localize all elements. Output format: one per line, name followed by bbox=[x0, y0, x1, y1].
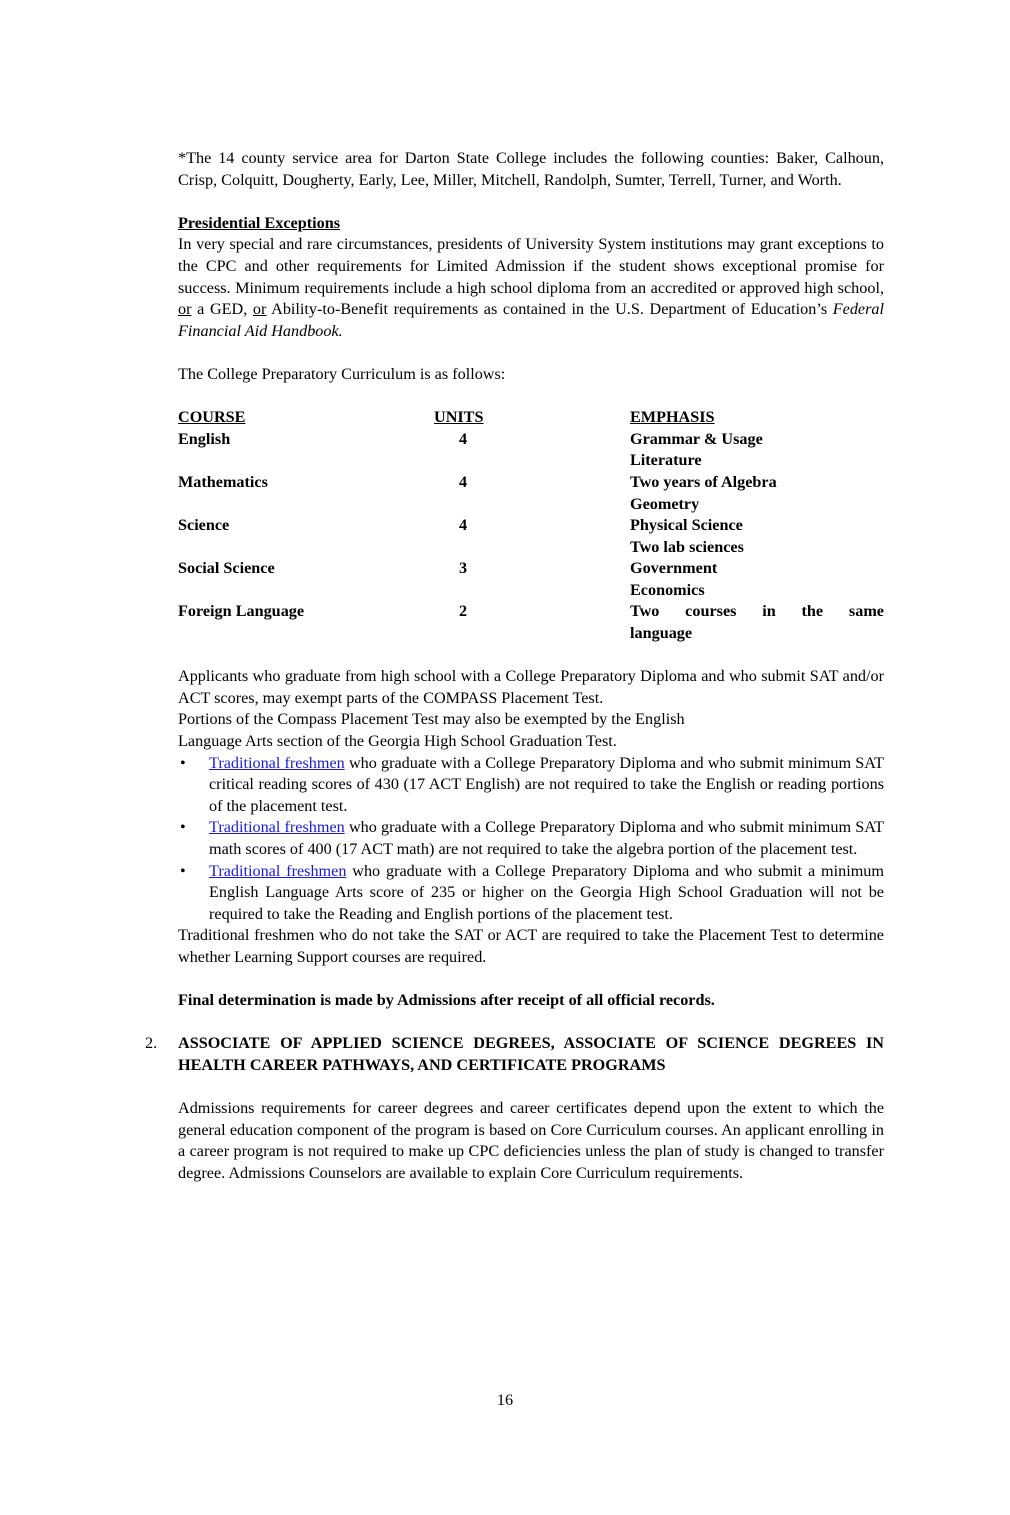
units-column-header: UNITS bbox=[434, 408, 484, 427]
course-units: 4 bbox=[459, 472, 468, 491]
curriculum-row bbox=[178, 601, 884, 644]
course-units: 4 bbox=[459, 516, 468, 535]
curriculum-table bbox=[178, 407, 884, 645]
course-emphasis bbox=[630, 472, 884, 515]
course-units: 3 bbox=[459, 559, 468, 578]
bullet-icon: • bbox=[180, 818, 186, 837]
bullet-icon: • bbox=[180, 753, 186, 772]
page-number: 16 bbox=[496, 1391, 514, 1409]
emphasis-line: Grammar & Usage bbox=[630, 429, 763, 448]
section-2-heading bbox=[145, 1033, 884, 1076]
emphasis-line: language bbox=[630, 624, 693, 643]
traditional-freshmen-link[interactable]: Traditional freshmen bbox=[209, 753, 345, 772]
course-units: 2 bbox=[459, 602, 468, 621]
course-name: Social Science bbox=[178, 559, 275, 578]
placement-exemption-list bbox=[178, 753, 884, 926]
final-determination: Final determination is made by Admissions after receipt of all official records. bbox=[178, 991, 715, 1010]
emphasis-line: Economics bbox=[630, 580, 705, 599]
presidential-text-part: a GED, bbox=[191, 300, 253, 319]
course-column-header: COURSE bbox=[178, 408, 246, 427]
list-item bbox=[178, 817, 884, 860]
emphasis-line: Literature bbox=[630, 451, 702, 470]
applicants-paragraph: Applicants who graduate from high school with a College Preparatory Diploma and who submit SAT and/or ACT scores, may exempt parts of the COMPASS Placement Test. bbox=[178, 667, 884, 707]
section-title: ASSOCIATE OF APPLIED SCIENCE DEGREES, ASSOCIATE OF SCIENCE DEGREES IN HEALTH CAREER PATHWAYS, AND CERTIFICATE PROGRAMS bbox=[178, 1034, 884, 1074]
curriculum-row bbox=[178, 429, 884, 472]
presidential-exceptions-text bbox=[178, 234, 884, 342]
course-name: Foreign Language bbox=[178, 602, 305, 621]
or-underlined: or bbox=[178, 300, 192, 319]
emphasis-column-header: EMPHASIS bbox=[630, 408, 715, 427]
county-note: *The 14 county service area for Darton State College includes the following counties: Baker, Calhoun, Crisp, Colquitt, Dougherty, Early, Lee, Miller, Mitchell, Randolph, Sumter, Terrell, Turner, and Worth. bbox=[178, 149, 884, 189]
course-name: Mathematics bbox=[178, 472, 268, 491]
section-2-text: Admissions requirements for career degrees and career certificates depend upon the extent to which the general education component of the program is based on Core Curriculum courses. An applicant enrolling in a career program is not required to make up CPC deficiencies unless the plan of study is changed to transfer degree. Admissions Counselors are available to explain Core Curriculum requirements. bbox=[178, 1099, 884, 1182]
presidential-text-part: Ability-to-Benefit requirements as contained in the U.S. Department of Education’s bbox=[266, 300, 833, 319]
section-number: 2. bbox=[145, 1034, 158, 1053]
curriculum-row bbox=[178, 472, 884, 515]
curriculum-row bbox=[178, 515, 884, 558]
emphasis-line: Two courses in the same bbox=[630, 602, 884, 621]
list-item-text: who graduate with a College Preparatory Diploma and who submit minimum SAT math scores of 400 (17 ACT math) are not required to take the algebra portion of the placement test. bbox=[209, 818, 884, 858]
emphasis-line: Government bbox=[630, 559, 718, 578]
emphasis-line: Two years of Algebra bbox=[630, 472, 777, 491]
list-item-text: who graduate with a College Preparatory Diploma and who submit a minimum English Language Arts score of 235 or higher on the Georgia High School Graduation will not be required to take the Reading and English portions of the placement test. bbox=[209, 861, 884, 923]
emphasis-line: Two lab sciences bbox=[630, 537, 744, 556]
presidential-exceptions-heading: Presidential Exceptions bbox=[178, 213, 341, 232]
curriculum-intro: The College Preparatory Curriculum is as follows: bbox=[178, 364, 506, 383]
course-emphasis bbox=[630, 515, 884, 558]
traditional-freshmen-link[interactable]: Traditional freshmen bbox=[209, 861, 347, 880]
curriculum-row bbox=[178, 558, 884, 601]
list-item bbox=[178, 753, 884, 818]
course-emphasis bbox=[630, 601, 884, 644]
presidential-text-part: In very special and rare circumstances, presidents of University System institutions may grant exceptions to the CPC and other requirements for Limited Admission if the student shows exceptional promise for success. Minimum requirements include a high school diploma from an accredited or approved high school, bbox=[178, 235, 884, 297]
course-emphasis bbox=[630, 558, 884, 601]
applicants-paragraph: Portions of the Compass Placement Test may also be exempted by the English bbox=[178, 710, 685, 729]
emphasis-line: Physical Science bbox=[630, 516, 743, 535]
course-name: Science bbox=[178, 516, 230, 535]
course-emphasis bbox=[630, 429, 884, 472]
curriculum-header-row bbox=[178, 407, 884, 429]
traditional-freshmen-link[interactable]: Traditional freshmen bbox=[209, 818, 345, 837]
bullet-icon: • bbox=[180, 861, 186, 880]
emphasis-line: Geometry bbox=[630, 494, 700, 513]
list-item-text: who graduate with a College Preparatory Diploma and who submit minimum SAT critical reading scores of 430 (17 ACT English) are not required to take the English or reading portions of the placement test. bbox=[209, 753, 884, 815]
document-page bbox=[145, 148, 885, 1185]
handbook-title: Federal Financial Aid Handbook. bbox=[178, 300, 885, 340]
or-underlined: or bbox=[252, 300, 267, 319]
course-name: English bbox=[178, 429, 231, 448]
list-item bbox=[178, 861, 884, 926]
applicants-paragraph: Language Arts section of the Georgia High School Graduation Test. bbox=[178, 732, 617, 751]
course-units: 4 bbox=[459, 429, 468, 448]
traditional-freshmen-closing: Traditional freshmen who do not take the SAT or ACT are required to take the Placement Test to determine whether Learning Support courses are required. bbox=[178, 926, 884, 966]
